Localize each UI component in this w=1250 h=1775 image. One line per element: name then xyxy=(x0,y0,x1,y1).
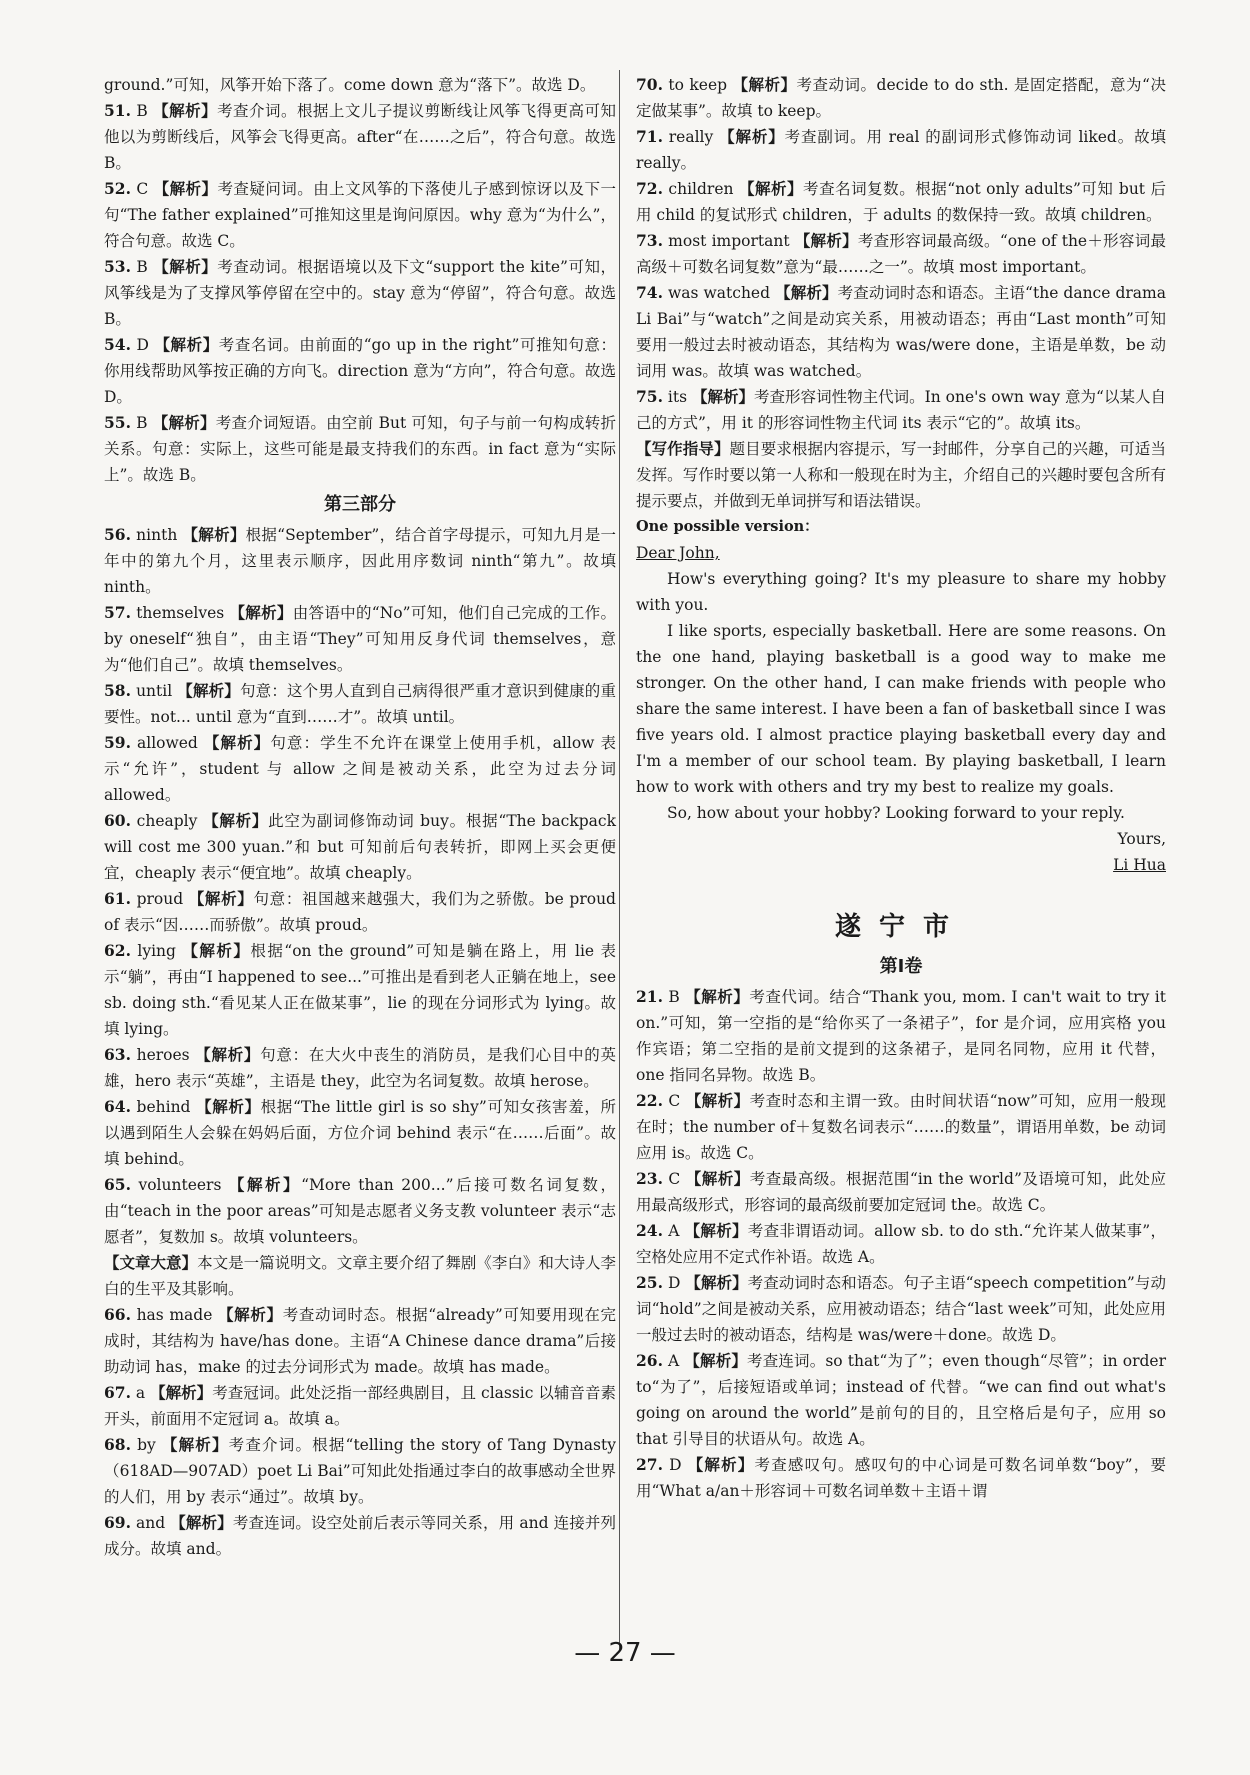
answer-text: by xyxy=(130,1436,162,1454)
answer-text: behind xyxy=(130,1098,197,1116)
question-number: 56. xyxy=(104,525,131,544)
answer-text: A xyxy=(662,1222,685,1240)
answer-text: proud xyxy=(130,890,189,908)
explanation-text: 考查介词短语。由空前 But 可知，句子与前一句构成转折关系。句意：实际上，这些可能是最支持我们的东西。in fact 意为“实际上”。故选 B。 xyxy=(104,414,616,484)
analysis-tag: 【解析】 xyxy=(685,1169,750,1188)
answer-entry xyxy=(104,808,616,886)
analysis-tag: 【解析】 xyxy=(195,1045,261,1064)
analysis-tag: 【解析】 xyxy=(685,987,750,1006)
analysis-tag: 【解析】 xyxy=(153,101,218,120)
answer-entry xyxy=(636,984,1166,1088)
question-number: 27. xyxy=(636,1455,663,1474)
analysis-tag: 【解析】 xyxy=(217,1305,283,1324)
answer-text: until xyxy=(130,682,178,700)
answer-text: and xyxy=(130,1514,171,1532)
answer-entry xyxy=(104,1042,616,1094)
question-number: 70. xyxy=(636,75,663,94)
analysis-tag: 【解析】 xyxy=(691,387,755,406)
explanation-text: 考查非谓语动词。allow sb. to do sth.“允许某人做某事”，空格处应用不定式作补语。故选 A。 xyxy=(636,1222,1166,1266)
answer-entry xyxy=(104,254,616,332)
answer-entry xyxy=(104,1094,616,1172)
answer-entry xyxy=(104,176,616,254)
explanation-text: 考查连词。设空处前后表示等同关系，用 and 连接并列成分。故填 and。 xyxy=(104,1514,616,1558)
analysis-tag: 【解析】 xyxy=(152,413,216,432)
explanation-text: 句意：学生不允许在课堂上使用手机，allow 表示“允许”，student 与 allow 之间是被动关系，此空为过去分词 allowed。 xyxy=(104,734,616,804)
question-number: 73. xyxy=(636,231,663,250)
analysis-tag: 【解析】 xyxy=(684,1221,748,1240)
answer-entry xyxy=(104,1172,616,1250)
answer-text: C xyxy=(130,180,154,198)
left-column xyxy=(104,72,616,1562)
answer-text: heroes xyxy=(130,1046,196,1064)
explanation-text: 考查连词。so that“为了”；even though“尽管”；in order to“为了”，后接短语或单词；instead of 代替。“we can find out what's going on around the world”是前句的目的，且空格后是句子，应用 so that 引导目的状语从句。故选 A。 xyxy=(636,1352,1166,1448)
explanation-text: 考查动词。根据语境以及下文“support the kite”可知，风筝线是为了支撑风筝停留在空中的。stay 意为“停留”，符合句意。故选 B。 xyxy=(104,258,616,328)
analysis-tag: 【解析】 xyxy=(153,179,218,198)
answer-entry xyxy=(104,410,616,488)
question-number: 63. xyxy=(104,1045,131,1064)
analysis-tag: 【解析】 xyxy=(684,1351,748,1370)
answer-entry xyxy=(636,124,1166,176)
page-number: — 27 — xyxy=(574,1638,676,1668)
question-number: 57. xyxy=(104,603,131,622)
answer-text: cheaply xyxy=(130,812,204,830)
explanation-text: 本文是一篇说明文。文章主要介绍了舞剧《李白》和大诗人李白的生平及其影响。 xyxy=(104,1254,616,1298)
explanation-text: 考查感叹句。感叹句的中心词是可数名词单数“boy”，要用“What a/an＋形容词＋可数名词单数＋主语＋谓 xyxy=(636,1456,1166,1500)
question-number: 55. xyxy=(104,413,131,432)
explanation-text: “More than 200...”后接可数名词复数，由“teach in the poor areas”可知是志愿者义务支教 volunteer 表示“志愿者”，复数加 s。故填 volunteers。 xyxy=(104,1176,616,1246)
summary-tag: 【写作指导】 xyxy=(636,439,730,458)
question-number: 23. xyxy=(636,1169,663,1188)
question-number: 58. xyxy=(104,681,131,700)
analysis-tag: 【解析】 xyxy=(228,1175,302,1194)
city-title: 遂宁市 xyxy=(834,912,967,942)
answer-entry xyxy=(104,1250,616,1302)
explanation-text: 考查副词。用 real 的副词形式修饰动词 liked。故填 really。 xyxy=(636,128,1166,172)
analysis-tag: 【解析】 xyxy=(182,941,251,960)
right-column xyxy=(636,72,1166,1504)
analysis-tag: 【解析】 xyxy=(150,1383,213,1402)
answer-entry xyxy=(636,1218,1166,1270)
analysis-tag: 【解析】 xyxy=(685,1273,748,1292)
answer-text: themselves xyxy=(130,604,230,622)
explanation-text: 考查名词。由前面的“go up in the right”可推知句意：你用线帮助风筝按正确的方向飞。direction 意为“方向”，符合句意。故选 D。 xyxy=(104,336,616,406)
answer-entry xyxy=(636,1452,1166,1504)
question-number: 61. xyxy=(104,889,131,908)
explanation-text: 考查介词。根据上文儿子提议剪断线让风筝飞得更高可知他以为剪断线后，风筝会飞得更高。after“在……之后”，符合句意。故选 B。 xyxy=(104,102,616,172)
answer-entry xyxy=(104,1380,616,1432)
answer-entry xyxy=(636,1088,1166,1166)
question-number: 26. xyxy=(636,1351,663,1370)
analysis-tag: 【解析】 xyxy=(182,525,246,544)
explanation-text: 题目要求根据内容提示，写一封邮件，分享自己的兴趣，可适当发挥。写作时要以第一人称和一般现在时为主，介绍自己的兴趣时要包含所有提示要点，并做到无单词拼写和语法错误。 xyxy=(636,440,1166,510)
answer-text: B xyxy=(130,258,154,276)
analysis-tag: 【解析】 xyxy=(732,75,797,94)
explanation-text: 根据“September”，结合首字母提示，可知九月是一年中的第九个月，这里表示顺序，因此用序数词 ninth“第九”。故填 ninth。 xyxy=(104,526,616,596)
answer-text: most important xyxy=(662,232,795,250)
question-number: 74. xyxy=(636,283,663,302)
question-number: 68. xyxy=(104,1435,131,1454)
explanation-text: 考查形容词性物主代词。In one's own way 意为“以某人自己的方式”，用 it 的形容词性物主代词 its 表示“它的”。故填 its。 xyxy=(636,388,1166,432)
right-column-entries xyxy=(636,72,1166,514)
answer-entry xyxy=(104,886,616,938)
explanation-text: 由答语中的“No”可知，他们自己完成的工作。by oneself“独自”，由主语“They”可知用反身代词 themselves，意为“他们自己”。故填 themselves。 xyxy=(104,604,616,674)
answer-text: volunteers xyxy=(130,1176,229,1194)
question-number: 25. xyxy=(636,1273,663,1292)
explanation-text: 句意：这个男人直到自己病得很严重才意识到健康的重要性。not... until 意为“直到……才”。故填 until。 xyxy=(104,682,616,726)
analysis-tag: 【解析】 xyxy=(719,127,785,146)
analysis-tag: 【解析】 xyxy=(775,283,838,302)
answer-entry xyxy=(104,1432,616,1510)
analysis-tag: 【解析】 xyxy=(161,1435,229,1454)
answer-text: was watched xyxy=(662,284,776,302)
sample-letter xyxy=(636,514,1166,878)
answer-entry xyxy=(636,436,1166,514)
answer-entry xyxy=(636,176,1166,228)
section-title: 第三部分 xyxy=(324,494,396,515)
analysis-tag: 【解析】 xyxy=(794,231,858,250)
question-number: 21. xyxy=(636,987,663,1006)
explanation-text: 考查动词时态和语态。句子主语“speech competition”与动词“hold”之间是被动关系，应用被动语态；结合“last week”可知，此处应用一般过去时的被动语态，结构是 was/were＋done。故选 D。 xyxy=(636,1274,1166,1344)
explanation-text: 考查动词。decide to do sth. 是固定搭配，意为“决定做某事”。故填 to keep。 xyxy=(636,76,1166,120)
volume-title: 第Ⅰ卷 xyxy=(879,956,923,977)
answer-entry xyxy=(636,1348,1166,1452)
answer-text: B xyxy=(662,988,686,1006)
explanation-text: 考查冠词。此处泛指一部经典剧目，且 classic 以辅音音素开头，前面用不定冠词 a。故填 a。 xyxy=(104,1384,616,1428)
answer-entry xyxy=(104,522,616,600)
answer-entry xyxy=(104,1510,616,1562)
answer-text: a xyxy=(130,1384,151,1402)
explanation-text: 考查动词时态和语态。主语“the dance drama Li Bai”与“watch”之间是动宾关系，用被动语态；再由“Last month”可知要用一般过去时被动语态，其结构为 was/were done，主语是单数，be 动词用 was。故填 was watched。 xyxy=(636,284,1166,380)
answer-text: ninth xyxy=(130,526,183,544)
explanation-text: 此空为副词修饰动词 buy。根据“The backpack will cost me 300 yuan.”和 but 可知前后句表转折，即网上买会更便宜，cheaply 表示“便宜地”。故填 cheaply。 xyxy=(104,812,616,882)
explanation-text: 考查代词。结合“Thank you, mom. I can't wait to try it on.”可知，第一空指的是“给你买了一条裙子”，for 是介词，应用宾格 you 作宾语；第二空指的是前文提到的这条裙子，是同名同物，应用 it 代替，one 指同名异物。故选 B。 xyxy=(636,988,1166,1084)
explanation-text: ground.”可知，风筝开始下落了。come down 意为“落下”。故选 D。 xyxy=(104,76,596,94)
letter-signature: Li Hua xyxy=(1113,856,1166,874)
answer-entry xyxy=(636,1166,1166,1218)
question-number: 22. xyxy=(636,1091,663,1110)
question-number: 72. xyxy=(636,179,663,198)
question-number: 66. xyxy=(104,1305,131,1324)
question-number: 71. xyxy=(636,127,663,146)
analysis-tag: 【解析】 xyxy=(203,733,271,752)
question-number: 62. xyxy=(104,941,131,960)
explanation-text: 考查疑问词。由上文风筝的下落使儿子感到惊讶以及下一句“The father explained”可推知这里是询问原因。why 意为“为什么”，符合句意。故选 C。 xyxy=(104,180,616,250)
letter-paragraph-3: So, how about your hobby? Looking forward to your reply. xyxy=(667,804,1125,822)
letter-paragraph-1: How's everything going? It's my pleasure to share my hobby with you. xyxy=(636,570,1166,614)
answer-text: children xyxy=(662,180,739,198)
question-number: 54. xyxy=(104,335,131,354)
answer-text: D xyxy=(130,336,155,354)
answer-entry xyxy=(104,678,616,730)
analysis-tag: 【解析】 xyxy=(188,889,254,908)
analysis-tag: 【解析】 xyxy=(687,1455,755,1474)
question-number: 59. xyxy=(104,733,131,752)
answer-text: lying xyxy=(130,942,183,960)
question-number: 24. xyxy=(636,1221,663,1240)
question-number: 51. xyxy=(104,101,131,120)
right-column-entries-2 xyxy=(636,984,1166,1504)
question-number: 75. xyxy=(636,387,663,406)
letter-closing: Yours, xyxy=(1117,830,1166,848)
question-number: 52. xyxy=(104,179,131,198)
explanation-text: 考查最高级。根据范围“in the world”及语境可知，此处应用最高级形式，形容词的最高级前要加定冠词 the。故选 C。 xyxy=(636,1170,1166,1214)
analysis-tag: 【解析】 xyxy=(153,257,218,276)
question-number: 69. xyxy=(104,1513,131,1532)
answer-text: C xyxy=(662,1092,686,1110)
analysis-tag: 【解析】 xyxy=(196,1097,261,1116)
analysis-tag: 【解析】 xyxy=(203,811,269,830)
answer-text: D xyxy=(662,1456,688,1474)
letter-label: One possible version： xyxy=(636,518,819,535)
answer-entry xyxy=(104,98,616,176)
answer-entry xyxy=(104,72,616,98)
letter-paragraph-2: I like sports, especially basketball. Here are some reasons. On the one hand, playing basketball is a good way to make me stronger. On the other hand, I can make friends with people who share the same interest. I have been a fan of basketball since I was five years old. I almost practice playing basketball every day and I'm a member of our school team. By playing basketball, I learn how to work with others and try my best to realize my goals. xyxy=(636,622,1166,796)
question-number: 67. xyxy=(104,1383,131,1402)
explanation-text: 考查动词时态。根据“already”可知要用现在完成时，其结构为 have/has done。主语“A Chinese dance drama”后接助动词 has，make 的过去分词形式为 made。故填 has made。 xyxy=(104,1306,616,1376)
analysis-tag: 【解析】 xyxy=(170,1513,233,1532)
summary-tag: 【文章大意】 xyxy=(104,1253,198,1272)
question-number: 64. xyxy=(104,1097,131,1116)
answer-entry xyxy=(636,280,1166,384)
answer-entry xyxy=(104,938,616,1042)
analysis-tag: 【解析】 xyxy=(229,603,293,622)
analysis-tag: 【解析】 xyxy=(685,1091,750,1110)
answer-text: really xyxy=(662,128,720,146)
answer-entry xyxy=(104,600,616,678)
explanation-text: 考查时态和主谓一致。由时间状语“now”可知，应用一般现在时；the number of＋复数名词表示“……的数量”，谓语用单数，be 动词应用 is。故选 C。 xyxy=(636,1092,1166,1162)
question-number: 60. xyxy=(104,811,131,830)
answer-entry xyxy=(104,1302,616,1380)
explanation-text: 考查介词。根据“telling the story of Tang Dynasty（618AD—907AD）poet Li Bai”可知此处指通过李白的故事感动全世界的人们，用 by 表示“通过”。故填 by。 xyxy=(104,1436,616,1506)
answer-text: B xyxy=(130,414,153,432)
explanation-text: 根据“on the ground”可知是躺在路上，用 lie 表示“躺”，再由“I happened to see...”可推出是看到老人正躺在地上，see sb. doing sth.“看见某人正在做某事”，lie 的现在分词形式为 lying。故填 lying。 xyxy=(104,942,616,1038)
question-number: 53. xyxy=(104,257,131,276)
answer-entry xyxy=(104,332,616,410)
explanation-text: 句意：在大火中丧生的消防员，是我们心目中的英雄，hero 表示“英雄”，主语是 they，此空为名词复数。故填 herose。 xyxy=(104,1046,616,1090)
answer-entry xyxy=(636,1270,1166,1348)
answer-entry xyxy=(636,384,1166,436)
explanation-text: 考查名词复数。根据“not only adults”可知 but 后用 child 的复试形式 children，于 adults 的数保持一致。故填 children。 xyxy=(636,180,1166,224)
answer-text: allowed xyxy=(130,734,204,752)
answer-entry xyxy=(636,228,1166,280)
answer-entry xyxy=(104,730,616,808)
answer-entry xyxy=(636,72,1166,124)
answer-text: D xyxy=(662,1274,686,1292)
answer-text: has made xyxy=(130,1306,218,1324)
letter-salutation: Dear John, xyxy=(636,544,720,562)
explanation-text: 句意：祖国越来越强大，我们为之骄傲。be proud of 表示“因……而骄傲”。故填 proud。 xyxy=(104,890,616,934)
answer-text: A xyxy=(662,1352,685,1370)
answer-text: C xyxy=(662,1170,686,1188)
analysis-tag: 【解析】 xyxy=(177,681,240,700)
column-divider xyxy=(619,70,620,1650)
analysis-tag: 【解析】 xyxy=(154,335,219,354)
analysis-tag: 【解析】 xyxy=(738,179,804,198)
answer-text: to keep xyxy=(662,76,733,94)
explanation-text: 根据“The little girl is so shy”可知女孩害羞，所以遇到陌生人会躲在妈妈后面，方位介词 behind 表示“在……后面”。故填 behind。 xyxy=(104,1098,616,1168)
answer-text: B xyxy=(130,102,154,120)
question-number: 65. xyxy=(104,1175,131,1194)
answer-text: its xyxy=(662,388,692,406)
explanation-text: 考查形容词最高级。“one of the＋形容词最高级＋可数名词复数”意为“最……之一”。故填 most important。 xyxy=(636,232,1166,276)
